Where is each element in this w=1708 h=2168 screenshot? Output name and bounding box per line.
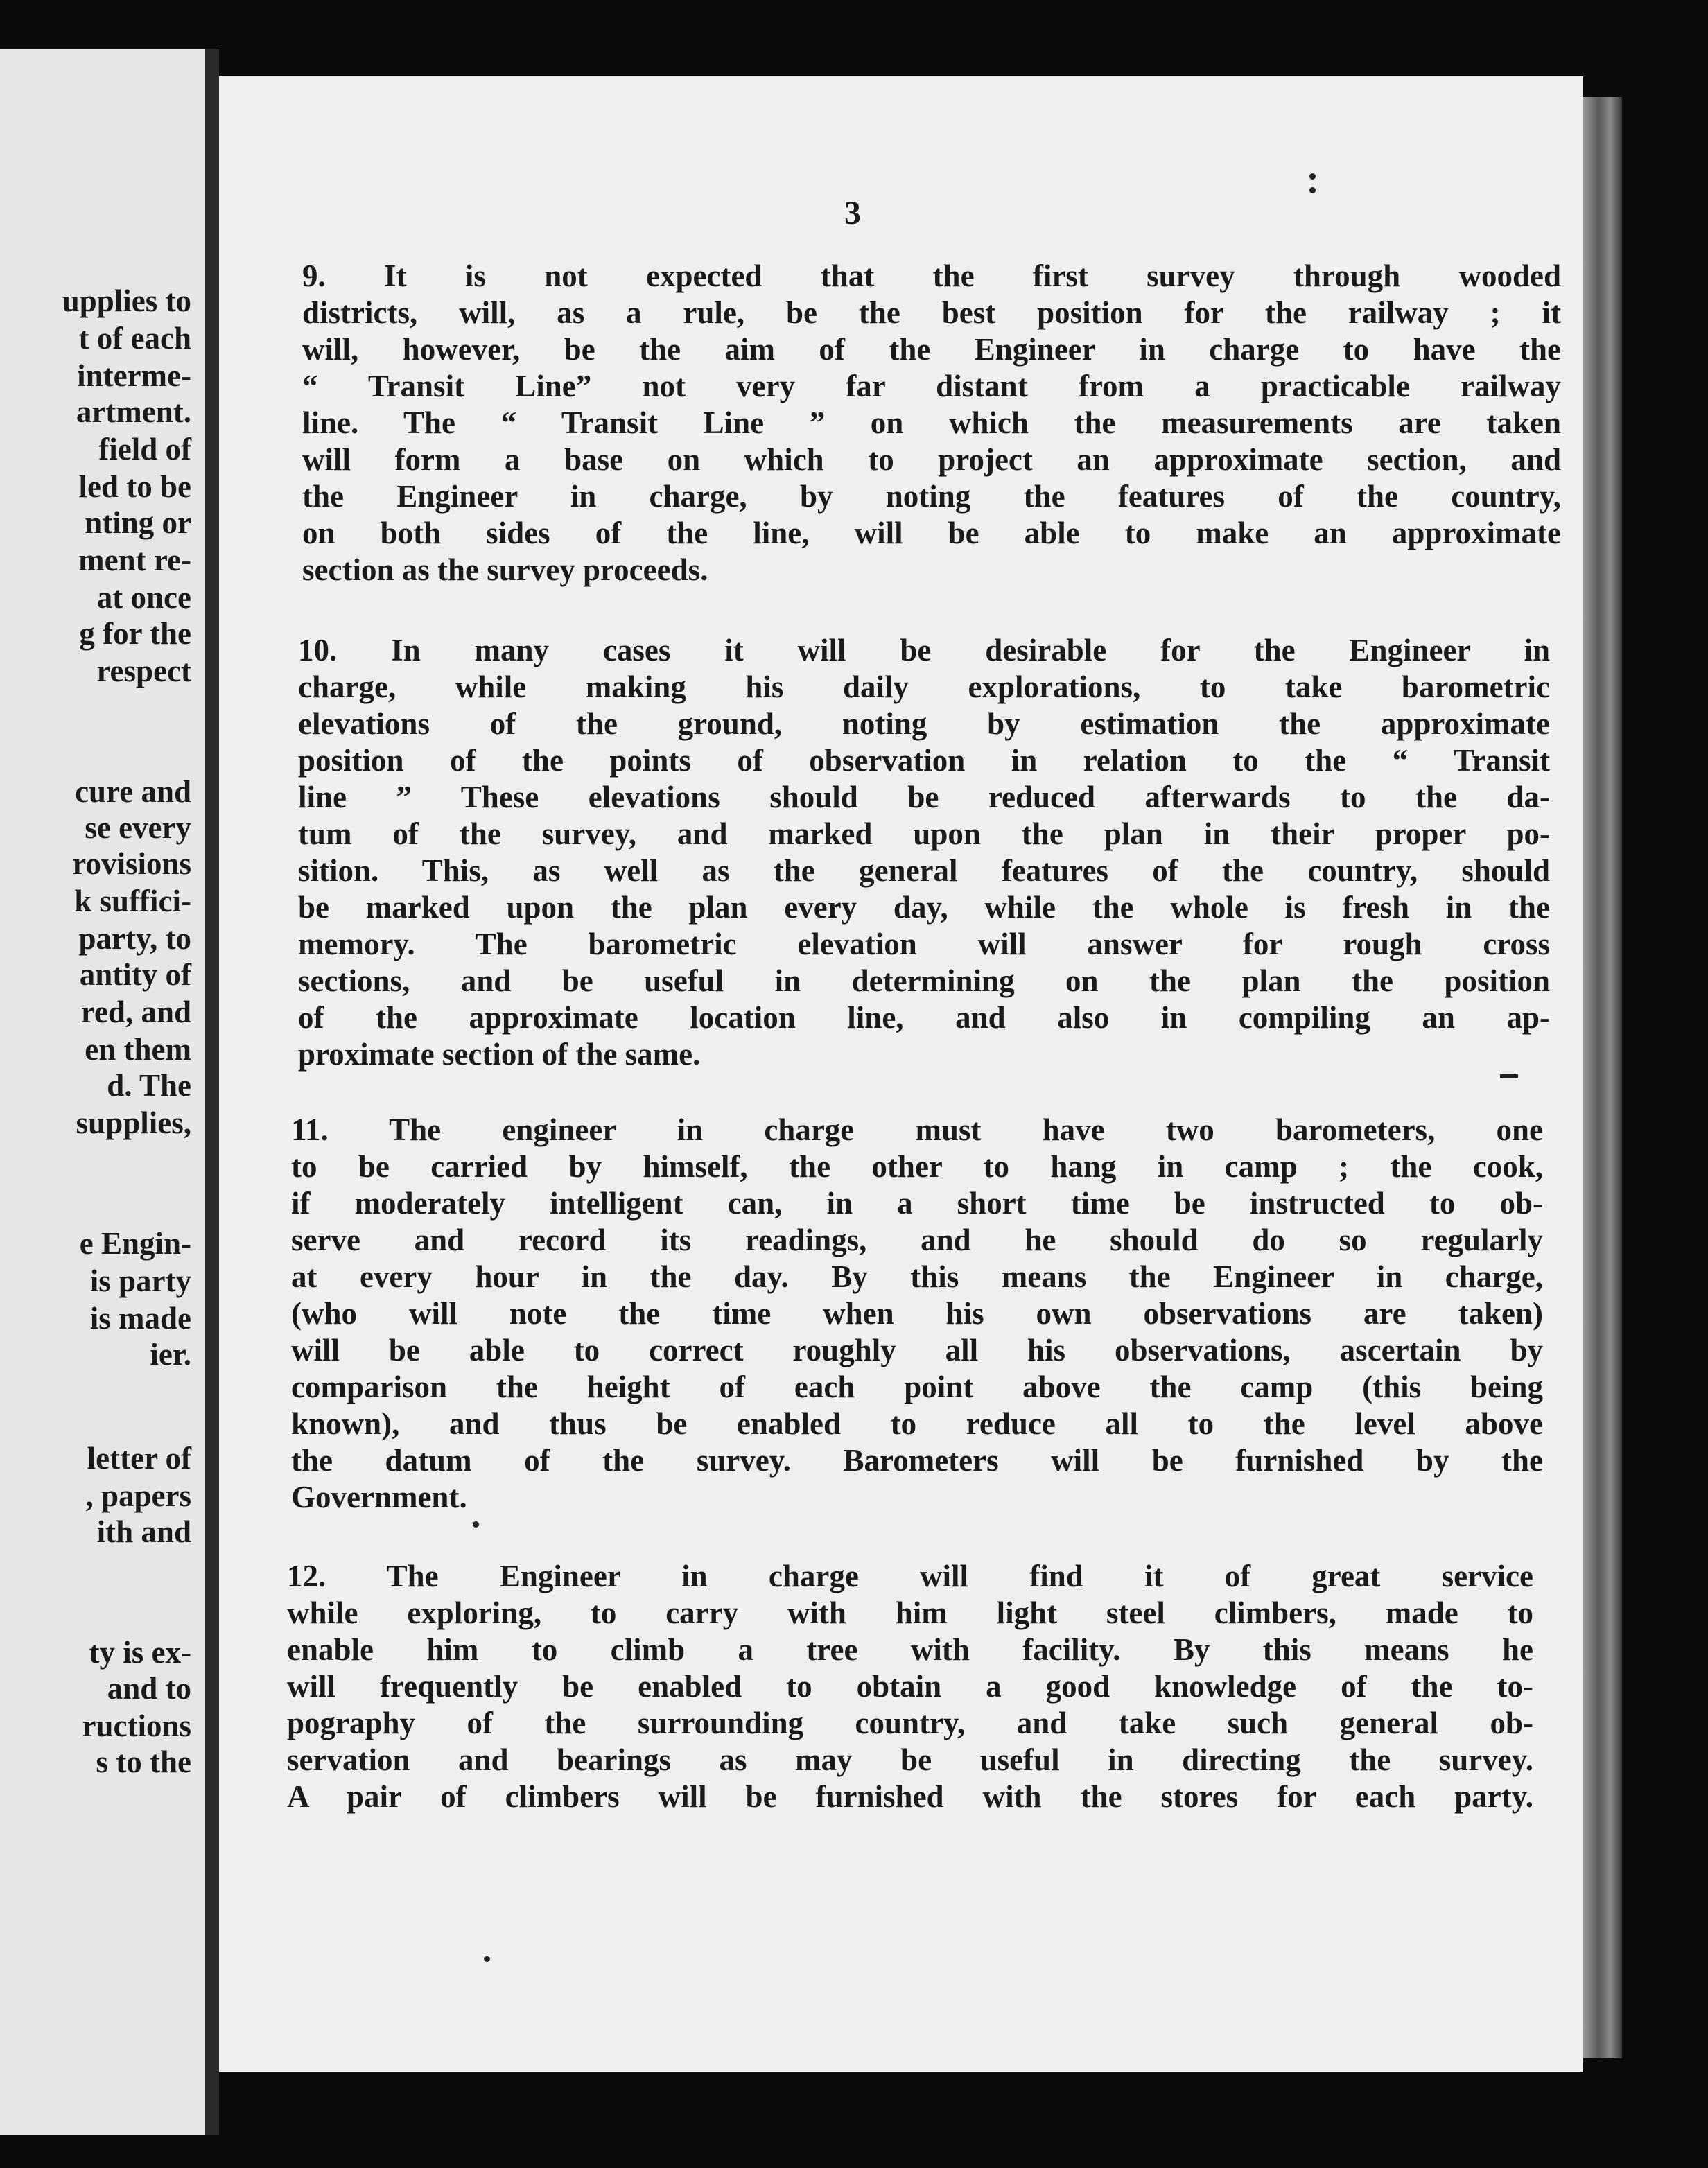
text-line: will be able to correct roughly all his observations, ascertain by xyxy=(291,1333,1543,1367)
left-page-line: supplies, xyxy=(76,1105,191,1140)
text-line: be marked upon the plan every day, while the whole is fresh in the xyxy=(298,890,1550,925)
page-edge xyxy=(1583,97,1622,2058)
text-line: 12. The Engineer in charge will find it of great service xyxy=(287,1559,1533,1593)
text-line: pography of the surrounding country, and take such general ob- xyxy=(287,1706,1533,1740)
left-page-fragment xyxy=(0,49,205,2135)
left-page-line: interme- xyxy=(77,358,191,393)
scan-speck xyxy=(1309,187,1316,193)
scan-speck xyxy=(473,1521,479,1528)
text-line: 11. The engineer in charge must have two barometers, one xyxy=(291,1112,1543,1147)
text-line: serve and record its readings, and he should do so regularly xyxy=(291,1223,1543,1257)
text-line: servation and bearings as may be useful in directing the survey. xyxy=(287,1742,1533,1777)
text-line: memory. The barometric elevation will answer for rough cross xyxy=(298,927,1550,961)
text-line: A pair of climbers will be furnished with the stores for each party. xyxy=(287,1779,1533,1814)
text-line: 9. It is not expected that the first survey through wooded xyxy=(302,259,1561,293)
left-page-line: at once xyxy=(96,580,191,615)
text-line: will frequently be enabled to obtain a good knowledge of the to- xyxy=(287,1669,1533,1704)
left-page-line: s to the xyxy=(96,1745,191,1779)
text-line: tum of the survey, and marked upon the plan in their proper po- xyxy=(298,816,1550,851)
left-page-line: field of xyxy=(98,432,191,466)
text-line: sition. This, as well as the general features of the country, should xyxy=(298,853,1550,888)
left-page-line: nting or xyxy=(85,505,191,540)
left-page-line: antity of xyxy=(79,957,191,992)
left-page-line: se every xyxy=(85,810,191,845)
text-line: (who will note the time when his own observations are taken) xyxy=(291,1296,1543,1331)
left-page-line: led to be xyxy=(78,469,191,504)
left-page-line: cure and xyxy=(75,774,191,809)
left-page-line: red, and xyxy=(80,995,191,1029)
text-line: will, however, be the aim of the Engineer in charge to have the xyxy=(302,332,1561,367)
left-page-line: ty is ex- xyxy=(89,1635,191,1670)
left-page-line: g for the xyxy=(79,616,191,651)
text-line: on both sides of the line, will be able to make an approximate xyxy=(302,516,1561,550)
text-line: the datum of the survey. Barometers will be furnished by the xyxy=(291,1443,1543,1478)
text-line: section as the survey proceeds. xyxy=(302,552,708,587)
left-page-line: t of each xyxy=(78,321,191,356)
text-line: known), and thus be enabled to reduce all to the level above xyxy=(291,1406,1543,1441)
text-line: Government. xyxy=(291,1480,467,1514)
text-line: if moderately intelligent can, in a short time be instructed to ob- xyxy=(291,1186,1543,1221)
text-line: proximate section of the same. xyxy=(298,1037,701,1072)
left-page-line: letter of xyxy=(87,1441,191,1476)
left-page-line: ructions xyxy=(82,1708,191,1743)
text-line: elevations of the ground, noting by estimation the approximate xyxy=(298,706,1550,741)
left-page-line: artment. xyxy=(76,394,191,429)
left-page-line: rovisions xyxy=(72,846,191,881)
left-page-line: d. The xyxy=(107,1068,191,1103)
left-page-line: party, to xyxy=(78,921,191,956)
scan-mark xyxy=(1500,1074,1518,1078)
scan-speck xyxy=(1309,173,1316,180)
book-gutter xyxy=(205,49,219,2135)
text-line: comparison the height of each point above the camp (this being xyxy=(291,1370,1543,1404)
left-page-line: ier. xyxy=(150,1337,191,1372)
text-line: charge, while making his daily explorations, to take barometric xyxy=(298,670,1550,704)
left-page-line: and to xyxy=(107,1671,191,1706)
text-line: while exploring, to carry with him light steel climbers, made to xyxy=(287,1596,1533,1630)
left-page-line: ith and xyxy=(96,1514,191,1549)
scan-speck xyxy=(484,1956,490,1962)
right-page xyxy=(219,76,1583,2072)
text-line: districts, will, as a rule, be the best position for the railway ; it xyxy=(302,295,1561,330)
text-line: the Engineer in charge, by noting the features of the country, xyxy=(302,479,1561,514)
page-number: 3 xyxy=(844,195,861,231)
text-line: position of the points of observation in relation to the “ Transit xyxy=(298,743,1550,778)
left-page-line: is made xyxy=(89,1301,191,1336)
text-line: at every hour in the day. By this means the Engineer in charge, xyxy=(291,1259,1543,1294)
text-line: line ” These elevations should be reduced afterwards to the da- xyxy=(298,780,1550,814)
left-page-line: respect xyxy=(96,654,191,688)
text-line: “ Transit Line” not very far distant from a practicable railway xyxy=(302,369,1561,403)
left-page-line: e Engin- xyxy=(79,1226,191,1261)
left-page-line: upplies to xyxy=(62,283,191,318)
left-page-line: is party xyxy=(89,1264,191,1298)
text-line: will form a base on which to project an approximate section, and xyxy=(302,442,1561,477)
text-line: enable him to climb a tree with facility. By this means he xyxy=(287,1632,1533,1667)
text-line: 10. In many cases it will be desirable for the Engineer in xyxy=(298,633,1550,667)
left-page-line: , papers xyxy=(85,1478,191,1513)
text-line: line. The “ Transit Line ” on which the measurements are taken xyxy=(302,405,1561,440)
text-line: to be carried by himself, the other to hang in camp ; the cook, xyxy=(291,1149,1543,1184)
text-line: of the approximate location line, and also in compiling an ap- xyxy=(298,1000,1550,1035)
left-page-line: en them xyxy=(85,1032,191,1067)
left-page-line: k suffici- xyxy=(74,884,191,918)
left-page-line: ment re- xyxy=(78,543,191,577)
text-line: sections, and be useful in determining on the plan the position xyxy=(298,963,1550,998)
